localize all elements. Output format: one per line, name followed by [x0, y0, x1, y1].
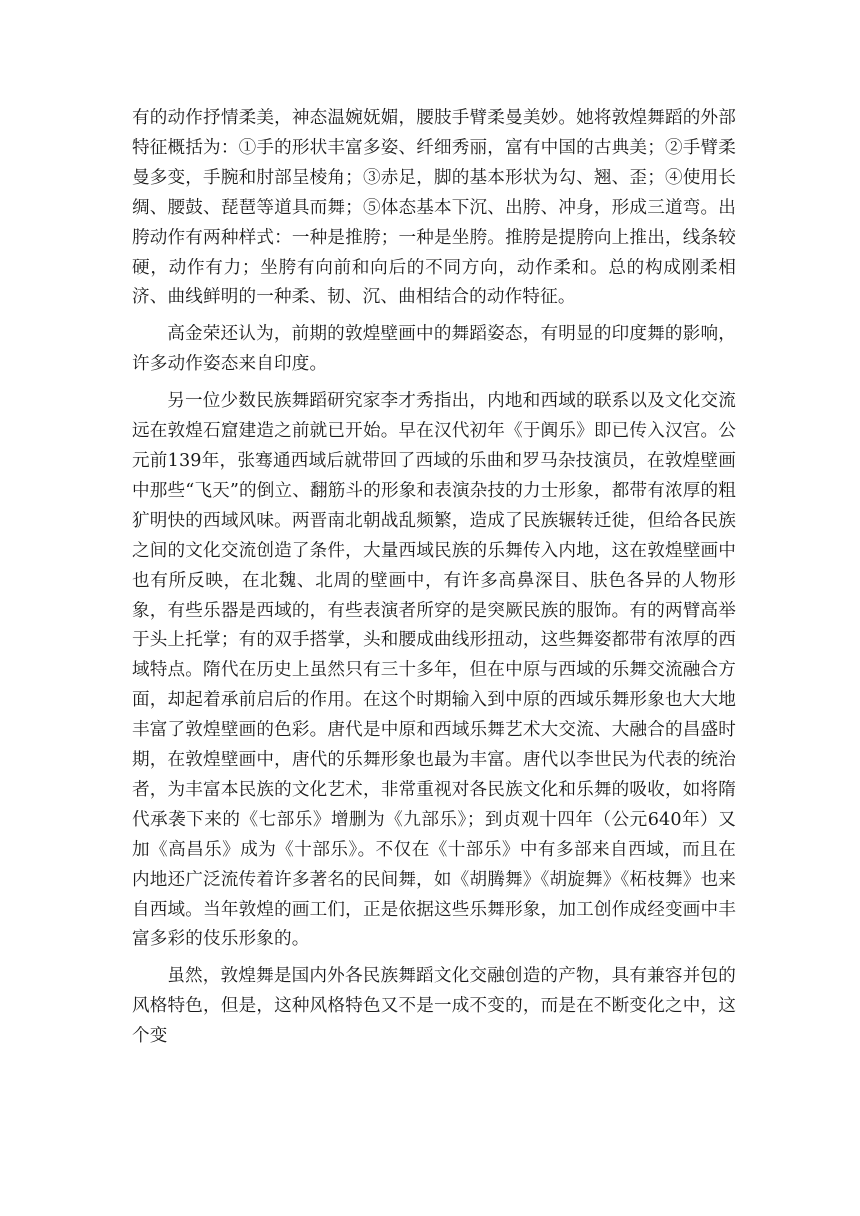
paragraph-2: 高金荣还认为，前期的敦煌壁画中的舞蹈姿态，有明显的印度舞的影响，许多动作姿态来自印度。 — [132, 324, 736, 375]
body-text — [132, 104, 736, 1059]
paragraph-3: 另一位少数民族舞蹈研究家李才秀指出，内地和西域的联系以及文化交流远在敦煌石窟建造之前就已开始。早在汉代初年《于阗乐》即已传入汉宫。公元前139年，张骞通西域后就带回了西域的乐曲和罗马杂技演员，在敦煌壁画中那些“飞天”的倒立、翻筋斗的形象和表演杂技的力士形象，都带有浓厚的粗犷明快的西域风味。两晋南北朝战乱频繁，造成了民族辗转迁徙，但给各民族之间的文化交流创造了条件，大量西域民族的乐舞传入内地，这在敦煌壁画中也有所反映，在北魏、北周的壁画中，有许多高鼻深目、肤色各异的人物形象，有些乐器是西域的，有些表演者所穿的是突厥民族的服饰。有的两臂高举于头上托掌；有的双手搭掌，头和腰成曲线形扭动，这些舞姿都带有浓厚的西域特点。隋代在历史上虽然只有三十多年，但在中原与西域的乐舞交流融合方面，却起着承前启后的作用。在这个时期输入到中原的西域乐舞形象也大大地丰富了敦煌壁画的色彩。唐代是中原和西域乐舞艺术大交流、大融合的昌盛时期，在敦煌壁画中，唐代的乐舞形象也最为丰富。唐代以李世民为代表的统治者，为丰富本民族的文化艺术，非常重视对各民族文化和乐舞的吸收，如将隋代承袭下来的《七部乐》增删为《九部乐》；到贞观十四年（公元640年）又加《高昌乐》成为《十部乐》。不仅在《十部乐》中有多部来自西域，而且在内地还广泛流传着许多著名的民间舞，如《胡腾舞》《胡旋舞》《柘枝舞》也来自西域。当年敦煌的画工们，正是依据这些乐舞形象，加工创作成经变画中丰富多彩的伎乐形象的。 — [132, 391, 736, 950]
paragraph-4: 虽然，敦煌舞是国内外各民族舞蹈文化交融创造的产物，具有兼容并包的风格特色，但是，这种风格特色又不是一成不变的，而是在不断变化之中，这个变 — [132, 966, 736, 1047]
paragraph-1: 有的动作抒情柔美，神态温婉妩媚，腰肢手臂柔曼美妙。她将敦煌舞蹈的外部特征概括为：①手的形状丰富多姿、纤细秀丽，富有中国的古典美；②手臂柔曼多变，手腕和肘部呈棱角；③赤足，脚的基本形状为勾、翘、歪；④使用长绸、腰鼓、琵琶等道具而舞；⑤体态基本下沉、出胯、冲身，形成三道弯。出胯动作有两种样式：一种是推胯；一种是坐胯。推胯是提胯向上推出，线条较硬，动作有力；坐胯有向前和向后的不同方向，动作柔和。总的构成刚柔相济、曲线鲜明的一种柔、韧、沉、曲相结合的动作特征。 — [132, 108, 736, 308]
